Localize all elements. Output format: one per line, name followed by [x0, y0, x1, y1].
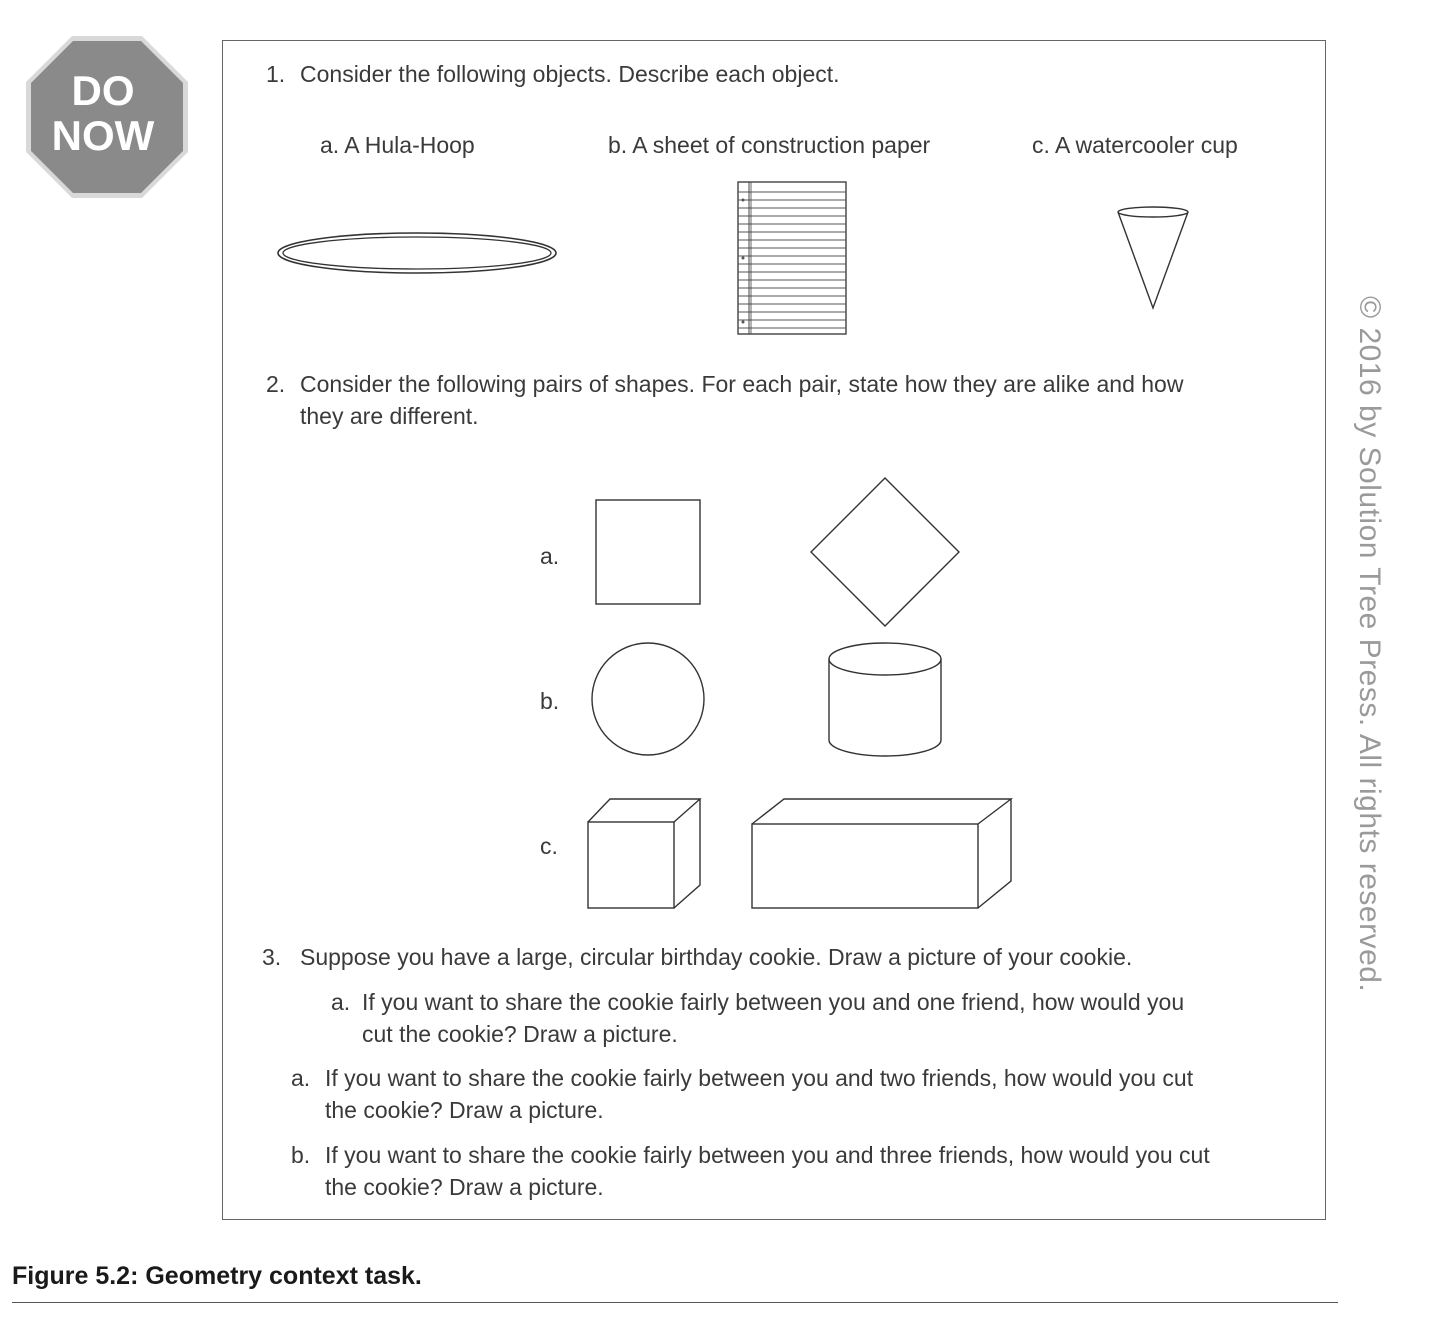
q2-number: 2.: [266, 371, 286, 397]
q3-sub1-line1: If you want to share the cookie fairly between you and one friend, how would you: [362, 989, 1185, 1015]
square-shape: [596, 500, 700, 604]
q1-item-b-label: b. A sheet of construction paper: [608, 132, 931, 158]
q3-sub2-line1: If you want to share the cookie fairly between you and two friends, how would you cut: [325, 1065, 1194, 1091]
q3-number: 3.: [262, 944, 282, 970]
q3-sub3-line1: If you want to share the cookie fairly between you and three friends, how would you cut: [325, 1142, 1210, 1168]
q2-pair-a-label: a.: [540, 543, 560, 569]
cube-shape: [588, 799, 700, 908]
q2-line2: they are different.: [300, 403, 479, 429]
q2-pair-b-label: b.: [540, 688, 560, 714]
q3-sub1-line2: cut the cookie? Draw a picture.: [362, 1021, 678, 1047]
q3-sub1-label: a.: [331, 989, 351, 1015]
q2-line1: Consider the following pairs of shapes. For each pair, state how they are alike and how: [300, 371, 1184, 397]
badge-line2: NOW: [51, 112, 155, 159]
q2-pair-c-label: c.: [540, 833, 558, 859]
badge-line1: DO: [71, 67, 135, 114]
figure-caption: Figure 5.2: Geometry context task.: [12, 1262, 422, 1290]
copyright-notice: © 2016 by Solution Tree Press. All rights reserved.: [1353, 296, 1386, 993]
caption-rule: [12, 1302, 1338, 1303]
q3-sub3-label: b.: [291, 1142, 311, 1168]
q1-text: Consider the following objects. Describe each object.: [300, 61, 840, 87]
q1-number: 1.: [266, 61, 286, 87]
q1-item-c-label: c. A watercooler cup: [1032, 132, 1238, 158]
circle-shape: [592, 643, 704, 755]
q3-sub3-line2: the cookie? Draw a picture.: [325, 1174, 604, 1200]
q1-item-a-label: a. A Hula-Hoop: [320, 132, 475, 158]
diamond-shape: [811, 478, 959, 626]
cylinder-shape: [829, 643, 941, 756]
rectangular-prism-shape: [752, 799, 1011, 908]
q3-sub2-line2: the cookie? Draw a picture.: [325, 1097, 604, 1123]
q3-text: Suppose you have a large, circular birthday cookie. Draw a picture of your cookie.: [300, 944, 1133, 970]
q3-sub2-label: a.: [291, 1065, 311, 1091]
